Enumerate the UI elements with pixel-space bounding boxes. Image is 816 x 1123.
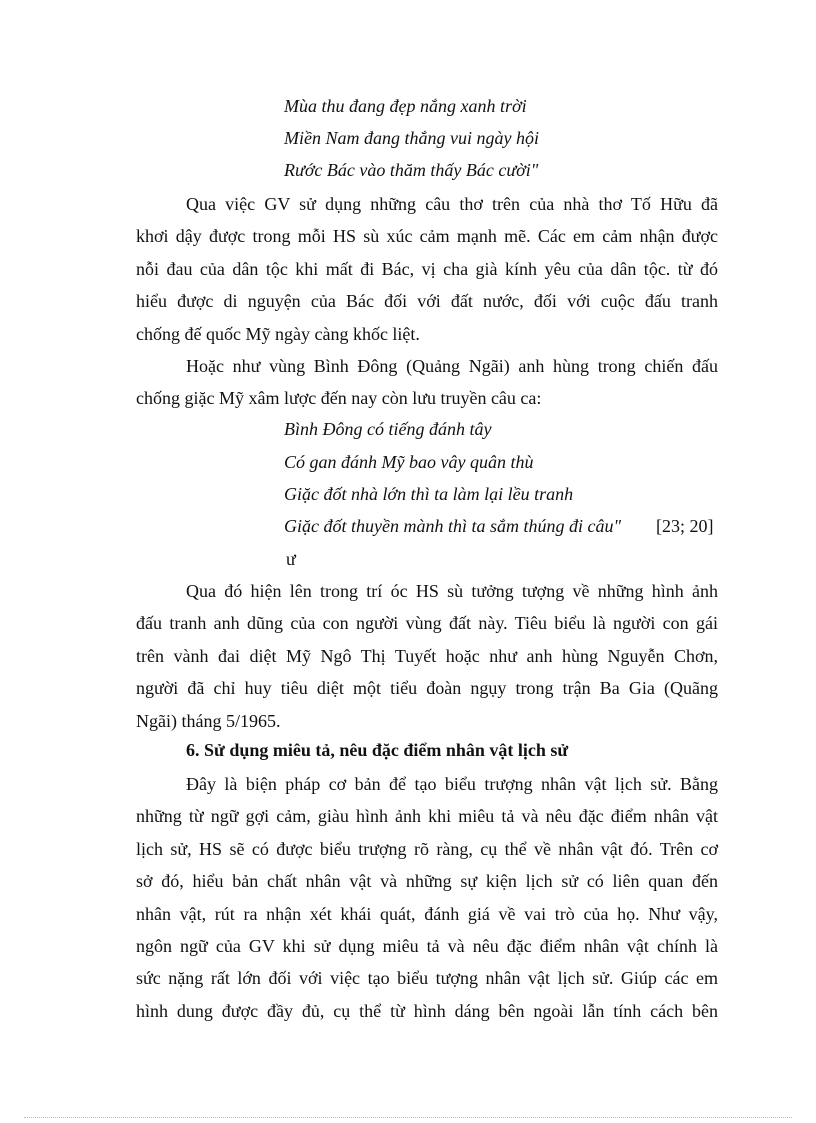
paragraph-1-line: khơi dậy được trong mỗi HS sù xúc cảm mạnh mẽ. Các em cảm nhận được — [136, 226, 718, 247]
paragraph-3-line: người đã chỉ huy tiêu diệt một tiểu đoàn ngụy trong trận Ba Gia (Quãng — [136, 678, 718, 699]
poem1-line-3: Rước Bác vào thăm thấy Bác cười" — [284, 160, 539, 180]
paragraph-4-line: sở đó, hiểu bản chất nhân vật và những sự kiện lịch sử có liên quan đến — [136, 871, 718, 892]
paragraph-4 — [136, 768, 718, 1027]
poem2-line-2: Có gan đánh Mỹ bao vây quân thù — [284, 452, 534, 472]
paragraph-3 — [136, 575, 718, 737]
paragraph-1-line: chống đế quốc Mỹ ngày càng khốc liệt. — [136, 323, 420, 344]
paragraph-2-line: Hoặc như vùng Bình Đông (Quảng Ngãi) anh hùng trong chiến đấu — [186, 356, 718, 376]
paragraph-4-line: Đây là biện pháp cơ bản để tạo biểu trượng nhân vật lịch sử. Bằng — [186, 774, 718, 794]
poem2-line-3: Giặc đốt nhà lớn thì ta làm lại lều tranh — [284, 484, 574, 504]
citation: [23; 20] — [656, 516, 714, 536]
paragraph-2 — [136, 350, 718, 415]
paragraph-1-line: Qua việc GV sử dụng những câu thơ trên của nhà thơ Tố Hữu đã — [186, 194, 718, 214]
paragraph-4-line: nhân vật, rút ra nhận xét khái quát, đánh giá về vai trò của họ. Như vậy, — [136, 903, 718, 924]
paragraph-1 — [136, 188, 718, 350]
paragraph-1-line: nỗi đau của dân tộc khi mất đi Bác, vị cha già kính yêu của dân tộc. từ đó — [136, 258, 718, 279]
paragraph-3-line: Qua đó hiện lên trong trí óc HS sù tưởng tượng về những hình ảnh — [186, 581, 718, 601]
poem1-line-1: Mùa thu đang đẹp nắng xanh trời — [284, 96, 527, 116]
poem1-line-2: Miền Nam đang thắng vui ngày hội — [284, 128, 539, 148]
section-heading: 6. Sử dụng miêu tả, nêu đặc điểm nhân vật lịch sử — [186, 740, 569, 760]
paragraph-4-line: ngôn ngữ của GV khi sử dụng miêu tả và nêu đặc điểm nhân vật chính là — [136, 936, 718, 957]
paragraph-4-line: hình dung được đầy đủ, cụ thể từ hình dáng bên ngoài lẫn tính cách bên — [136, 1000, 718, 1021]
poem2-line-4: Giặc đốt thuyền mành thì ta sắm thúng đi câu" — [284, 516, 622, 536]
paragraph-4-line: lịch sử, HS sẽ có được biểu trượng rõ ràng, cụ thể về nhân vật đó. Trên cơ — [136, 838, 718, 859]
poem2-line-1: Bình Đông có tiếng đánh tây — [284, 419, 492, 439]
paragraph-3-line: đấu tranh anh dũng của con người vùng đất này. Tiêu biểu là người con gái — [136, 613, 718, 634]
paragraph-4-line: những từ ngữ gợi cảm, giàu hình ảnh khi miêu tả và nêu đặc điểm nhân vật — [136, 806, 718, 827]
paragraph-3-line: trên vành đai diệt Mỹ Ngô Thị Tuyết hoặc như anh hùng Nguyễn Chơn, — [136, 645, 718, 666]
paragraph-2-line: chống giặc Mỹ xâm lược đến nay còn lưu truyền câu ca: — [136, 388, 542, 409]
paragraph-4-line: sức nặng rất lớn đối với việc tạo biểu tượng nhân vật lịch sử. Giúp các em — [136, 968, 718, 989]
paragraph-1-line: hiểu được di nguyện của Bác đối với đất nước, đối với cuộc đấu tranh — [136, 291, 718, 312]
stray-character: ư — [286, 549, 296, 569]
page-bottom-rule — [24, 1117, 792, 1118]
paragraph-3-line: Ngãi) tháng 5/1965. — [136, 710, 281, 731]
